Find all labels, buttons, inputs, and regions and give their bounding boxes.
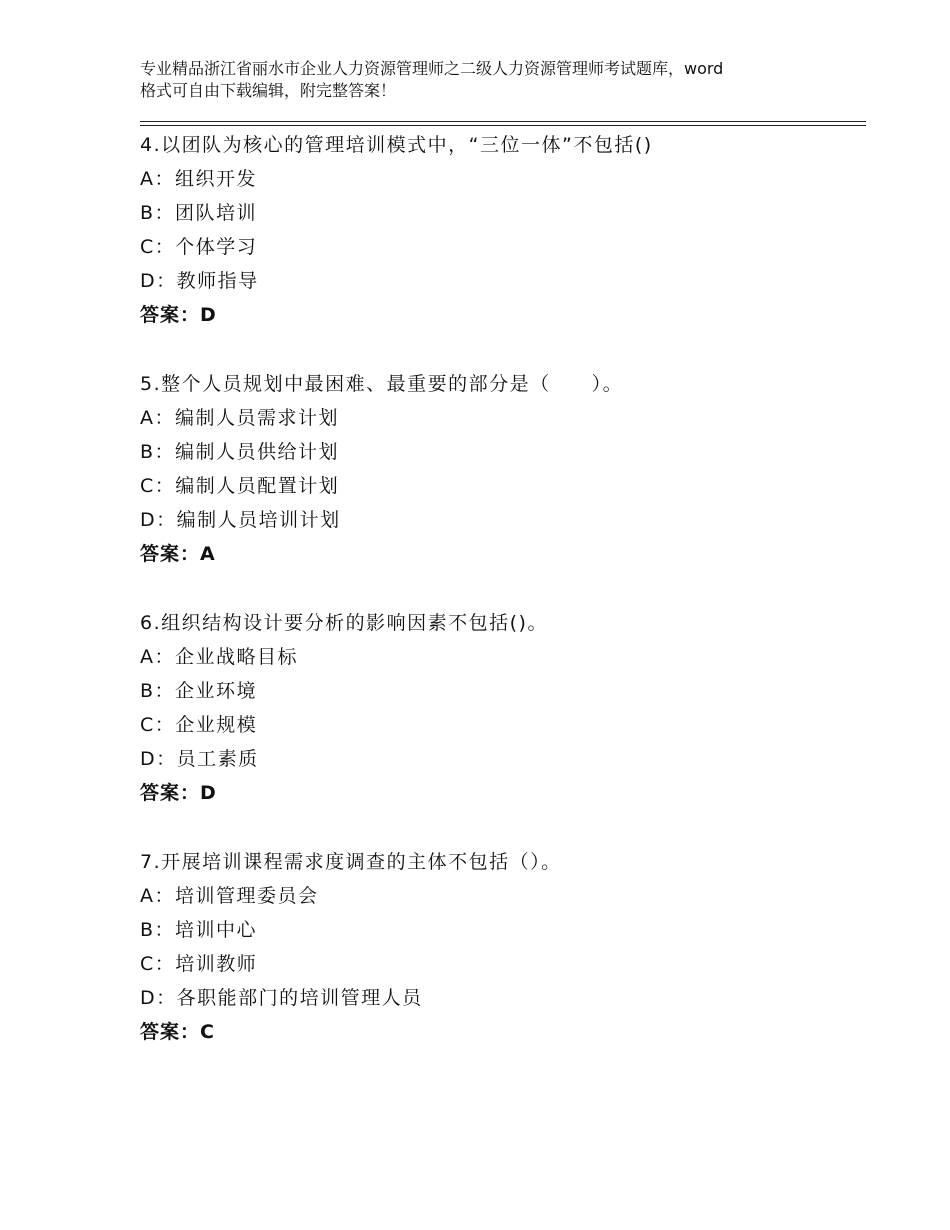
option-a: A：编制人员需求计划	[140, 407, 339, 429]
answer-label: 答案：D	[140, 304, 217, 326]
header-divider-top	[140, 121, 866, 122]
question-stem: 4.以团队为核心的管理培训模式中，“三位一体”不包括()	[140, 134, 653, 156]
header-line-2: 格式可自由下载编辑，附完整答案！	[140, 81, 397, 100]
option-b: B：企业环境	[140, 680, 258, 702]
option-b: B：团队培训	[140, 202, 258, 224]
option-d: D：员工素质	[140, 748, 259, 770]
answer-label: 答案：D	[140, 782, 217, 804]
option-d: D：各职能部门的培训管理人员	[140, 987, 423, 1009]
option-a: A：组织开发	[140, 168, 257, 190]
option-d: D：编制人员培训计划	[140, 509, 341, 531]
option-c: C：企业规模	[140, 714, 258, 736]
answer-label: 答案：C	[140, 1021, 215, 1043]
option-c: C：个体学习	[140, 236, 258, 258]
question-stem: 7.开展培训课程需求度调查的主体不包括（）。	[140, 851, 562, 873]
option-b: B：编制人员供给计划	[140, 441, 340, 463]
question-stem: 5.整个人员规划中最困难、最重要的部分是（ ）。	[140, 373, 624, 395]
question-4	[140, 128, 866, 332]
question-stem: 6.组织结构设计要分析的影响因素不包括()。	[140, 612, 548, 634]
option-c: C：编制人员配置计划	[140, 475, 340, 497]
question-5	[140, 367, 866, 571]
document-header	[140, 58, 840, 102]
header-divider-bottom	[140, 125, 866, 126]
option-b: B：培训中心	[140, 919, 258, 941]
option-c: C：培训教师	[140, 953, 258, 975]
option-a: A：企业战略目标	[140, 646, 298, 668]
header-line-1: 专业精品浙江省丽水市企业人力资源管理师之二级人力资源管理师考试题库，word	[140, 59, 724, 78]
question-list	[140, 128, 866, 1084]
option-d: D：教师指导	[140, 270, 259, 292]
question-6	[140, 606, 866, 810]
question-7	[140, 845, 866, 1049]
answer-label: 答案：A	[140, 543, 216, 565]
option-a: A：培训管理委员会	[140, 885, 319, 907]
